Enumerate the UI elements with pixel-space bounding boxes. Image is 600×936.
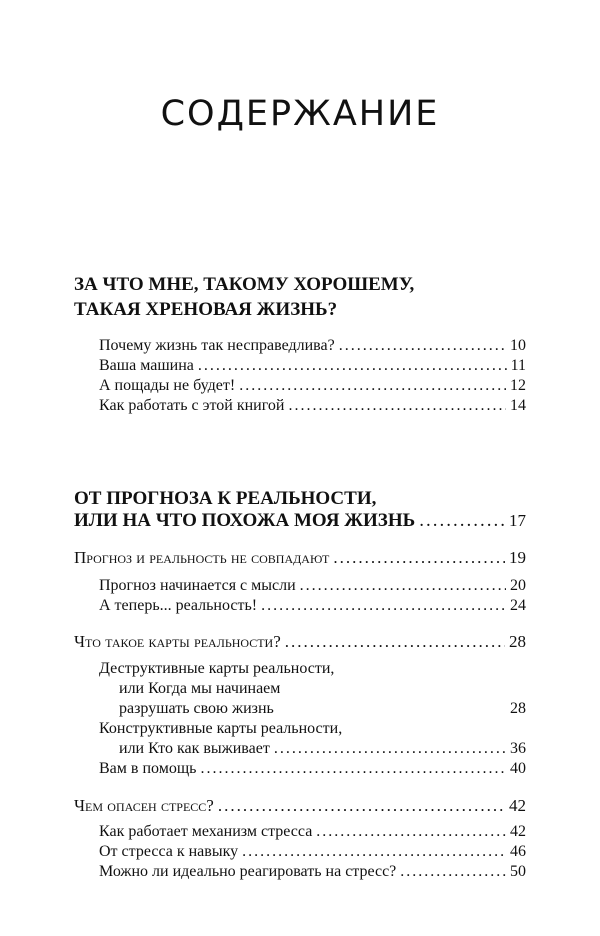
entry-page: 46 xyxy=(510,843,526,860)
dot-leader xyxy=(198,356,507,376)
entry-title: Почему жизнь так несправедлива? xyxy=(99,337,335,354)
entry-page: 14 xyxy=(510,397,526,414)
dot-leader xyxy=(218,796,505,816)
dot-leader xyxy=(200,759,506,779)
entry-title: Прогноз начинается с мысли xyxy=(99,577,296,594)
entry-title: ИЛИ НА ЧТО ПОХОЖА МОЯ ЖИЗНЬ xyxy=(74,510,416,531)
entry-page: 42 xyxy=(509,796,526,815)
entry-title-line2: или Когда мы начинаем xyxy=(119,680,281,697)
toc-entry[interactable] xyxy=(99,576,526,596)
dot-leader xyxy=(300,576,506,596)
part1-heading-line2: ТАКАЯ ХРЕНОВАЯ ЖИЗНЬ? xyxy=(74,299,338,320)
entry-page: 50 xyxy=(510,863,526,880)
toc-entry[interactable] xyxy=(99,862,526,882)
entry-page: 24 xyxy=(510,597,526,614)
toc-entry[interactable] xyxy=(99,596,526,616)
toc-entry[interactable] xyxy=(99,822,526,842)
dot-leader xyxy=(316,822,506,842)
section-entry[interactable] xyxy=(74,796,526,816)
toc-entry[interactable] xyxy=(99,842,526,862)
entry-title: Как работает механизм стресса xyxy=(99,823,313,840)
entry-title: Чем опасен стресс? xyxy=(74,796,214,815)
dot-leader xyxy=(285,632,505,652)
entry-page: 20 xyxy=(510,577,526,594)
entry-page: 28 xyxy=(509,632,526,651)
dot-leader xyxy=(400,862,506,882)
dot-leader xyxy=(274,739,506,759)
entry-page: 42 xyxy=(510,823,526,840)
page-title: СОДЕРЖАНИЕ xyxy=(160,94,440,134)
entry-page: 11 xyxy=(510,357,526,374)
entry-title: Прогноз и реальность не совпадают xyxy=(74,548,330,567)
section-entry[interactable] xyxy=(74,632,526,652)
dot-leader xyxy=(419,511,505,531)
entry-title: Ваша машина xyxy=(99,357,194,374)
part2-heading-line1: ОТ ПРОГНОЗА К РЕАЛЬНОСТИ, xyxy=(74,488,377,509)
entry-page: 12 xyxy=(510,377,526,394)
entry-page: 36 xyxy=(510,740,526,757)
dot-leader xyxy=(239,376,506,396)
part1-heading-line1: ЗА ЧТО МНЕ, ТАКОМУ ХОРОШЕМУ, xyxy=(74,274,415,295)
toc-entry[interactable] xyxy=(99,759,526,779)
section-entry[interactable] xyxy=(74,548,526,568)
dot-leader xyxy=(333,548,505,568)
entry-title: Как работать с этой книгой xyxy=(99,397,285,414)
part2-heading-entry[interactable] xyxy=(74,511,526,531)
entry-title: или Кто как выживает xyxy=(119,740,270,757)
toc-entry[interactable] xyxy=(99,376,526,396)
entry-title-line1: Деструктивные карты реальности, xyxy=(99,660,335,677)
entry-title-line1: Конструктивные карты реальности, xyxy=(99,720,343,737)
entry-page: 17 xyxy=(509,511,526,530)
entry-title: От стресса к навыку xyxy=(99,843,239,860)
entry-page: 10 xyxy=(510,337,526,354)
entry-title: Вам в помощь xyxy=(99,760,197,777)
entry-title: Что такое карты реальности? xyxy=(74,632,281,651)
entry-title: разрушать свою жизнь xyxy=(119,700,274,717)
entry-page: 40 xyxy=(510,760,526,777)
entry-page: 28 xyxy=(510,700,526,717)
dot-leader xyxy=(339,336,506,356)
dot-leader xyxy=(288,396,506,416)
entry-title: А пощады не будет! xyxy=(99,377,236,394)
entry-title: Можно ли идеально реагировать на стресс? xyxy=(99,863,397,880)
entry-page: 19 xyxy=(509,548,526,567)
toc-entry[interactable] xyxy=(119,699,526,719)
toc-entry[interactable] xyxy=(99,336,526,356)
toc-entry[interactable] xyxy=(99,356,526,376)
dot-leader xyxy=(242,842,506,862)
toc-entry[interactable] xyxy=(99,396,526,416)
entry-title: А теперь... реальность! xyxy=(99,597,258,614)
toc-entry[interactable] xyxy=(119,739,526,759)
dot-leader xyxy=(261,596,506,616)
